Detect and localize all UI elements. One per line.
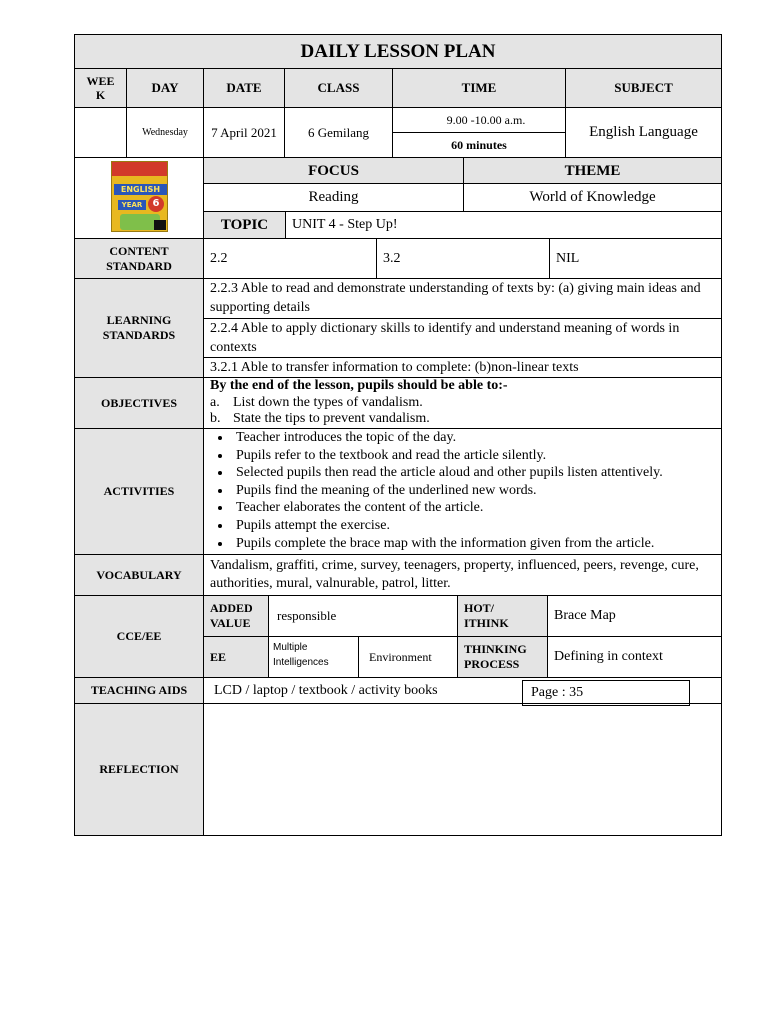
activity-item: • Selected pupils then read the article aloud and other pupils listen attentively.: [232, 464, 721, 482]
objective-item: [210, 395, 715, 412]
reflection-content: [203, 703, 722, 836]
header-class: CLASS: [284, 68, 393, 108]
topic-label: TOPIC: [203, 211, 286, 239]
topic-value: UNIT 4 - Step Up!: [285, 211, 722, 239]
hot-value: Brace Map: [547, 595, 722, 637]
content-standard-2: 3.2: [376, 238, 550, 279]
time-value: 9.00 -10.00 a.m.: [392, 107, 566, 133]
duration-value: 60 minutes: [392, 132, 566, 158]
page-reference: Page : 35: [522, 680, 690, 706]
focus-value: Reading: [203, 183, 464, 212]
learning-standard-1: 2.2.3 Able to read and demonstrate understanding of texts by: (a) giving main ideas and supporting details: [203, 278, 722, 319]
objective-marker: a.: [210, 394, 220, 410]
objectives-label: OBJECTIVES: [74, 377, 204, 429]
header-time: TIME: [392, 68, 566, 108]
content-standard-3: NIL: [549, 238, 722, 279]
activity-item: • Pupils find the meaning of the underlined new words.: [232, 482, 721, 500]
cce-label: CCE/EE: [74, 595, 204, 678]
day-value: Wednesday: [126, 107, 204, 158]
book-cover-title: ENGLISH: [114, 184, 167, 195]
learning-standards-label: LEARNING STANDARDS: [74, 278, 204, 378]
objective-text: State the tips to prevent vandalism.: [233, 411, 430, 426]
added-value: responsible: [268, 595, 458, 637]
objectives-content: [203, 377, 722, 429]
activities-label: ACTIVITIES: [74, 428, 204, 555]
teaching-aids-value: LCD / laptop / textbook / activity books: [203, 677, 722, 704]
thinking-process-value: Defining in context: [547, 636, 722, 678]
learning-standard-2: 2.2.4 Able to apply dictionary skills to identify and understand meaning of words in contexts: [203, 318, 722, 358]
added-value-label: ADDED VALUE: [203, 595, 269, 637]
ee-value-2: Environment: [358, 636, 458, 678]
teaching-aids-label: TEACHING AIDS: [74, 677, 204, 704]
page-title: DAILY LESSON PLAN: [300, 40, 496, 62]
activity-item: • Pupils complete the brace map with the information given from the article.: [232, 535, 721, 553]
theme-header: THEME: [463, 157, 722, 184]
header-subject: SUBJECT: [565, 68, 722, 108]
book-cover-number: 6: [148, 196, 164, 212]
reflection-label: REFLECTION: [74, 703, 204, 836]
objective-item: [210, 411, 715, 428]
thinking-process-label: THINKING PROCESS: [457, 636, 548, 678]
vocabulary-label: VOCABULARY: [74, 554, 204, 596]
class-value: 6 Gemilang: [284, 107, 393, 158]
book-cover-subtitle: YEAR: [118, 200, 146, 210]
header-date: DATE: [203, 68, 285, 108]
theme-value: World of Knowledge: [463, 183, 722, 212]
focus-header: FOCUS: [203, 157, 464, 184]
learning-standard-3: 3.2.1 Able to transfer information to complete: (b)non-linear texts: [203, 357, 722, 378]
ee-label: EE: [203, 636, 269, 678]
activity-item: • Teacher elaborates the content of the article.: [232, 499, 721, 517]
objective-marker: b.: [210, 411, 221, 426]
activity-item: • Pupils attempt the exercise.: [232, 517, 721, 535]
vocabulary-content: Vandalism, graffiti, crime, survey, teenagers, property, influenced, peers, revenge, cure, authorities, mural, valnurable, patrol, litter.: [203, 554, 722, 596]
activity-item: • Pupils refer to the textbook and read the article silently.: [232, 447, 721, 465]
hot-label: HOT/ ITHINK: [457, 595, 548, 637]
date-value: 7 April 2021: [203, 107, 285, 158]
content-standard-label: CONTENT STANDARD: [74, 238, 204, 279]
activity-item: • Teacher introduces the topic of the day.: [232, 429, 721, 447]
content-standard-1: 2.2: [203, 238, 377, 279]
activities-list: [204, 429, 721, 552]
header-week: WEE K: [74, 68, 127, 108]
objectives-intro: By the end of the lesson, pupils should be able to:-: [210, 378, 508, 393]
week-value: [74, 107, 127, 158]
book-cover-band: [112, 162, 167, 176]
title-bar: [74, 34, 722, 69]
ee-value-1: Multiple Intelligences: [268, 636, 359, 678]
objective-text: List down the types of vandalism.: [233, 394, 423, 410]
subject-value: English Language: [565, 107, 722, 158]
header-day: DAY: [126, 68, 204, 108]
book-cover-image: [111, 161, 168, 232]
book-cover-badge: [154, 220, 166, 230]
activities-content: [203, 428, 722, 555]
